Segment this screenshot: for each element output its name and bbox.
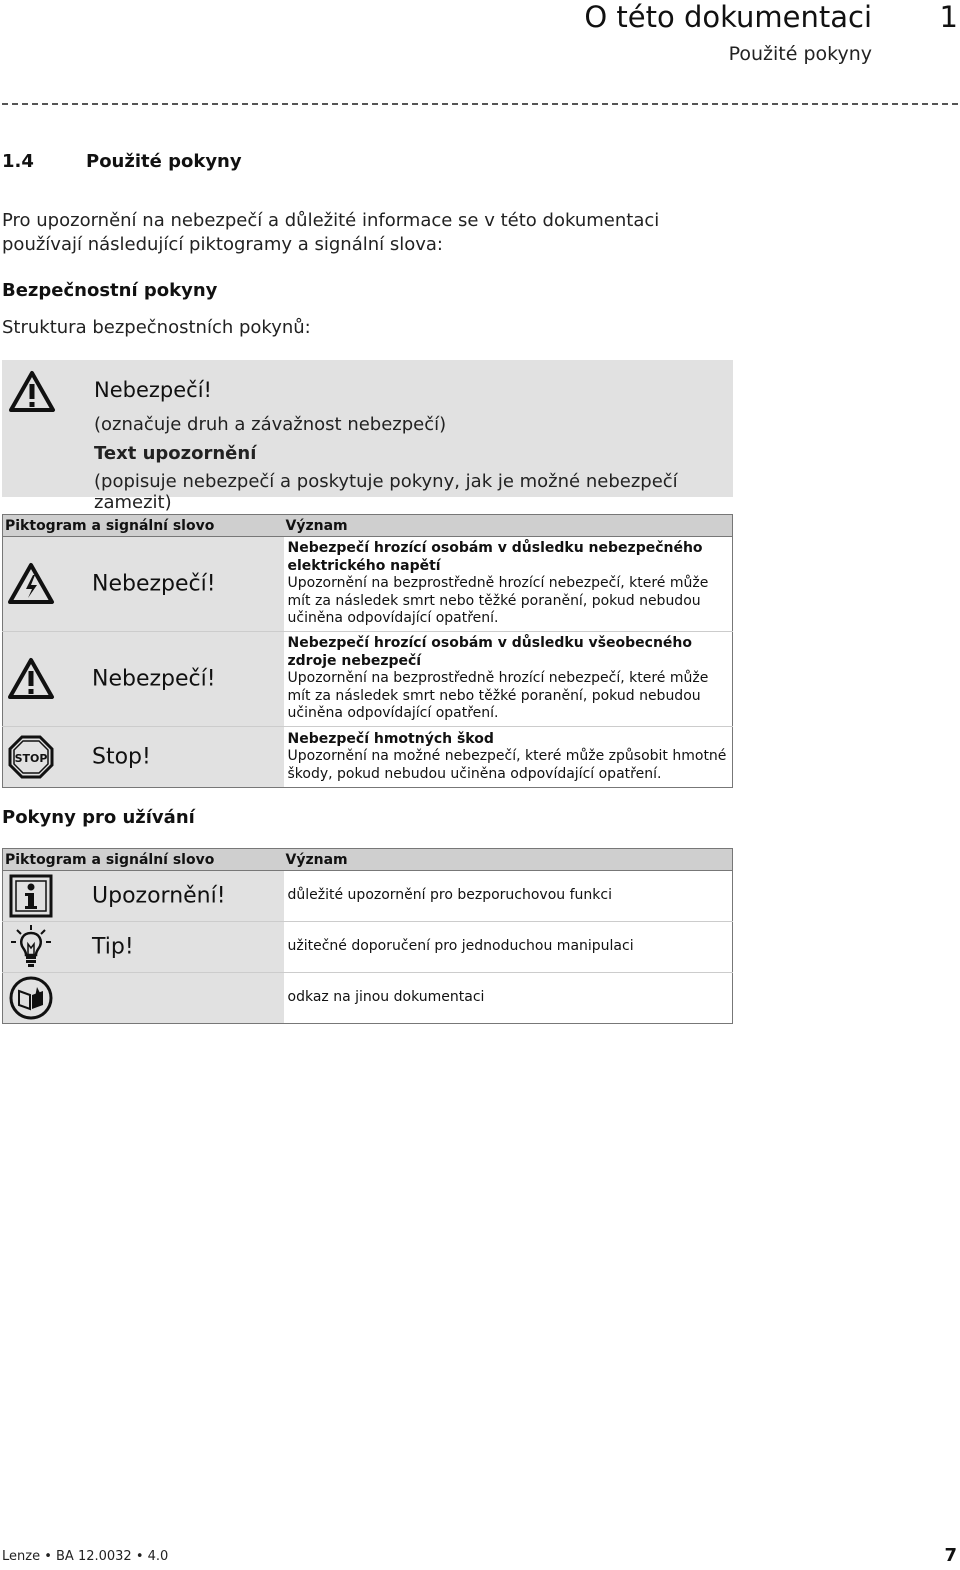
structure-label: Struktura bezpečnostních pokynů:: [2, 317, 311, 338]
meaning-text: užitečné doporučení pro jednoduchou manipulaci: [284, 922, 733, 973]
table-row: [3, 973, 733, 1024]
meaning-text: důležité upozornění pro bezporuchovou funkci: [287, 887, 612, 904]
safety-structure-example: [2, 360, 733, 513]
meaning-text: odkaz na jinou dokumentaci: [284, 973, 733, 1024]
electric-hazard-icon: [7, 561, 55, 607]
table-header-row: [3, 515, 733, 537]
demo-line-1: (označuje druh a závažnost nebezpečí): [94, 414, 447, 435]
safety-heading: Bezpečnostní pokyny: [2, 280, 218, 301]
meaning-text: Upozornění na možné nebezpečí, které může způsobit hmotné škody, pokud nebudou učiněna odpovídající opatření.: [287, 748, 727, 782]
footer-page-number: 7: [944, 1545, 957, 1566]
svg-text:STOP: STOP: [14, 752, 48, 765]
column-header: Piktogram a signální slovo: [3, 515, 284, 537]
meaning-text: Upozornění na bezprostředně hrozící nebezpečí, které může mít za následek smrt nebo těžké poranění, pokud nebudou učiněna odpovídající opatření.: [287, 670, 709, 722]
usage-heading: Pokyny pro užívání: [2, 807, 195, 828]
signal-word: Stop!: [92, 744, 151, 770]
table-header-row: [3, 849, 733, 871]
meaning-title: Nebezpečí hrozící osobám v důsledku všeobecného zdroje nebezpečí: [287, 635, 692, 669]
table-row: [3, 727, 733, 788]
table-row: [3, 922, 733, 973]
reference-book-icon: [7, 975, 55, 1021]
signal-word: Nebezpečí!: [92, 571, 216, 597]
intro-paragraph: Pro upozornění na nebezpečí a důležité informace se v této dokumentaci používají následující piktogramy a signální slova:: [2, 210, 660, 255]
section-number: 1.4: [2, 151, 34, 172]
safety-pictogram-table: [2, 514, 733, 788]
meaning-text: Upozornění na bezprostředně hrozící nebezpečí, které může mít za následek smrt nebo těžké poranění, pokud nebudou učiněna odpovídající opatření.: [287, 575, 709, 627]
warning-triangle-icon: [8, 370, 56, 414]
info-icon: [7, 873, 55, 919]
header-divider: [2, 103, 958, 105]
meaning-title: Nebezpečí hrozící osobám v důsledku nebezpečného elektrického napětí: [287, 540, 703, 574]
usage-pictogram-table: [2, 848, 733, 1024]
signal-word: Tip!: [92, 934, 134, 960]
header-chapter-number: 1: [939, 0, 958, 34]
lightbulb-icon: [7, 924, 55, 970]
table-row: [3, 632, 733, 727]
general-hazard-icon: [7, 656, 55, 702]
column-header: Piktogram a signální slovo: [3, 849, 284, 871]
table-row: [3, 871, 733, 922]
demo-line-2: Text upozornění: [94, 443, 257, 464]
meaning-title: Nebezpečí hmotných škod: [287, 730, 494, 747]
header-subtitle: Použité pokyny: [728, 43, 872, 65]
section-title: Použité pokyny: [86, 151, 242, 172]
signal-word: Upozornění!: [92, 883, 226, 909]
table-row: [3, 537, 733, 632]
column-header: Význam: [284, 515, 733, 537]
demo-line-3: (popisuje nebezpečí a poskytuje pokyny, jak je možné nebezpečí zamezit): [94, 471, 678, 513]
footer-document-id: Lenze • BA 12.0032 • 4.0: [2, 1549, 169, 1564]
signal-word: Nebezpečí!: [92, 666, 216, 692]
demo-signal-word: Nebezpečí!: [94, 378, 212, 402]
column-header: Význam: [284, 849, 733, 871]
header-title: O této dokumentaci: [584, 0, 872, 34]
stop-sign-icon: [7, 734, 55, 780]
